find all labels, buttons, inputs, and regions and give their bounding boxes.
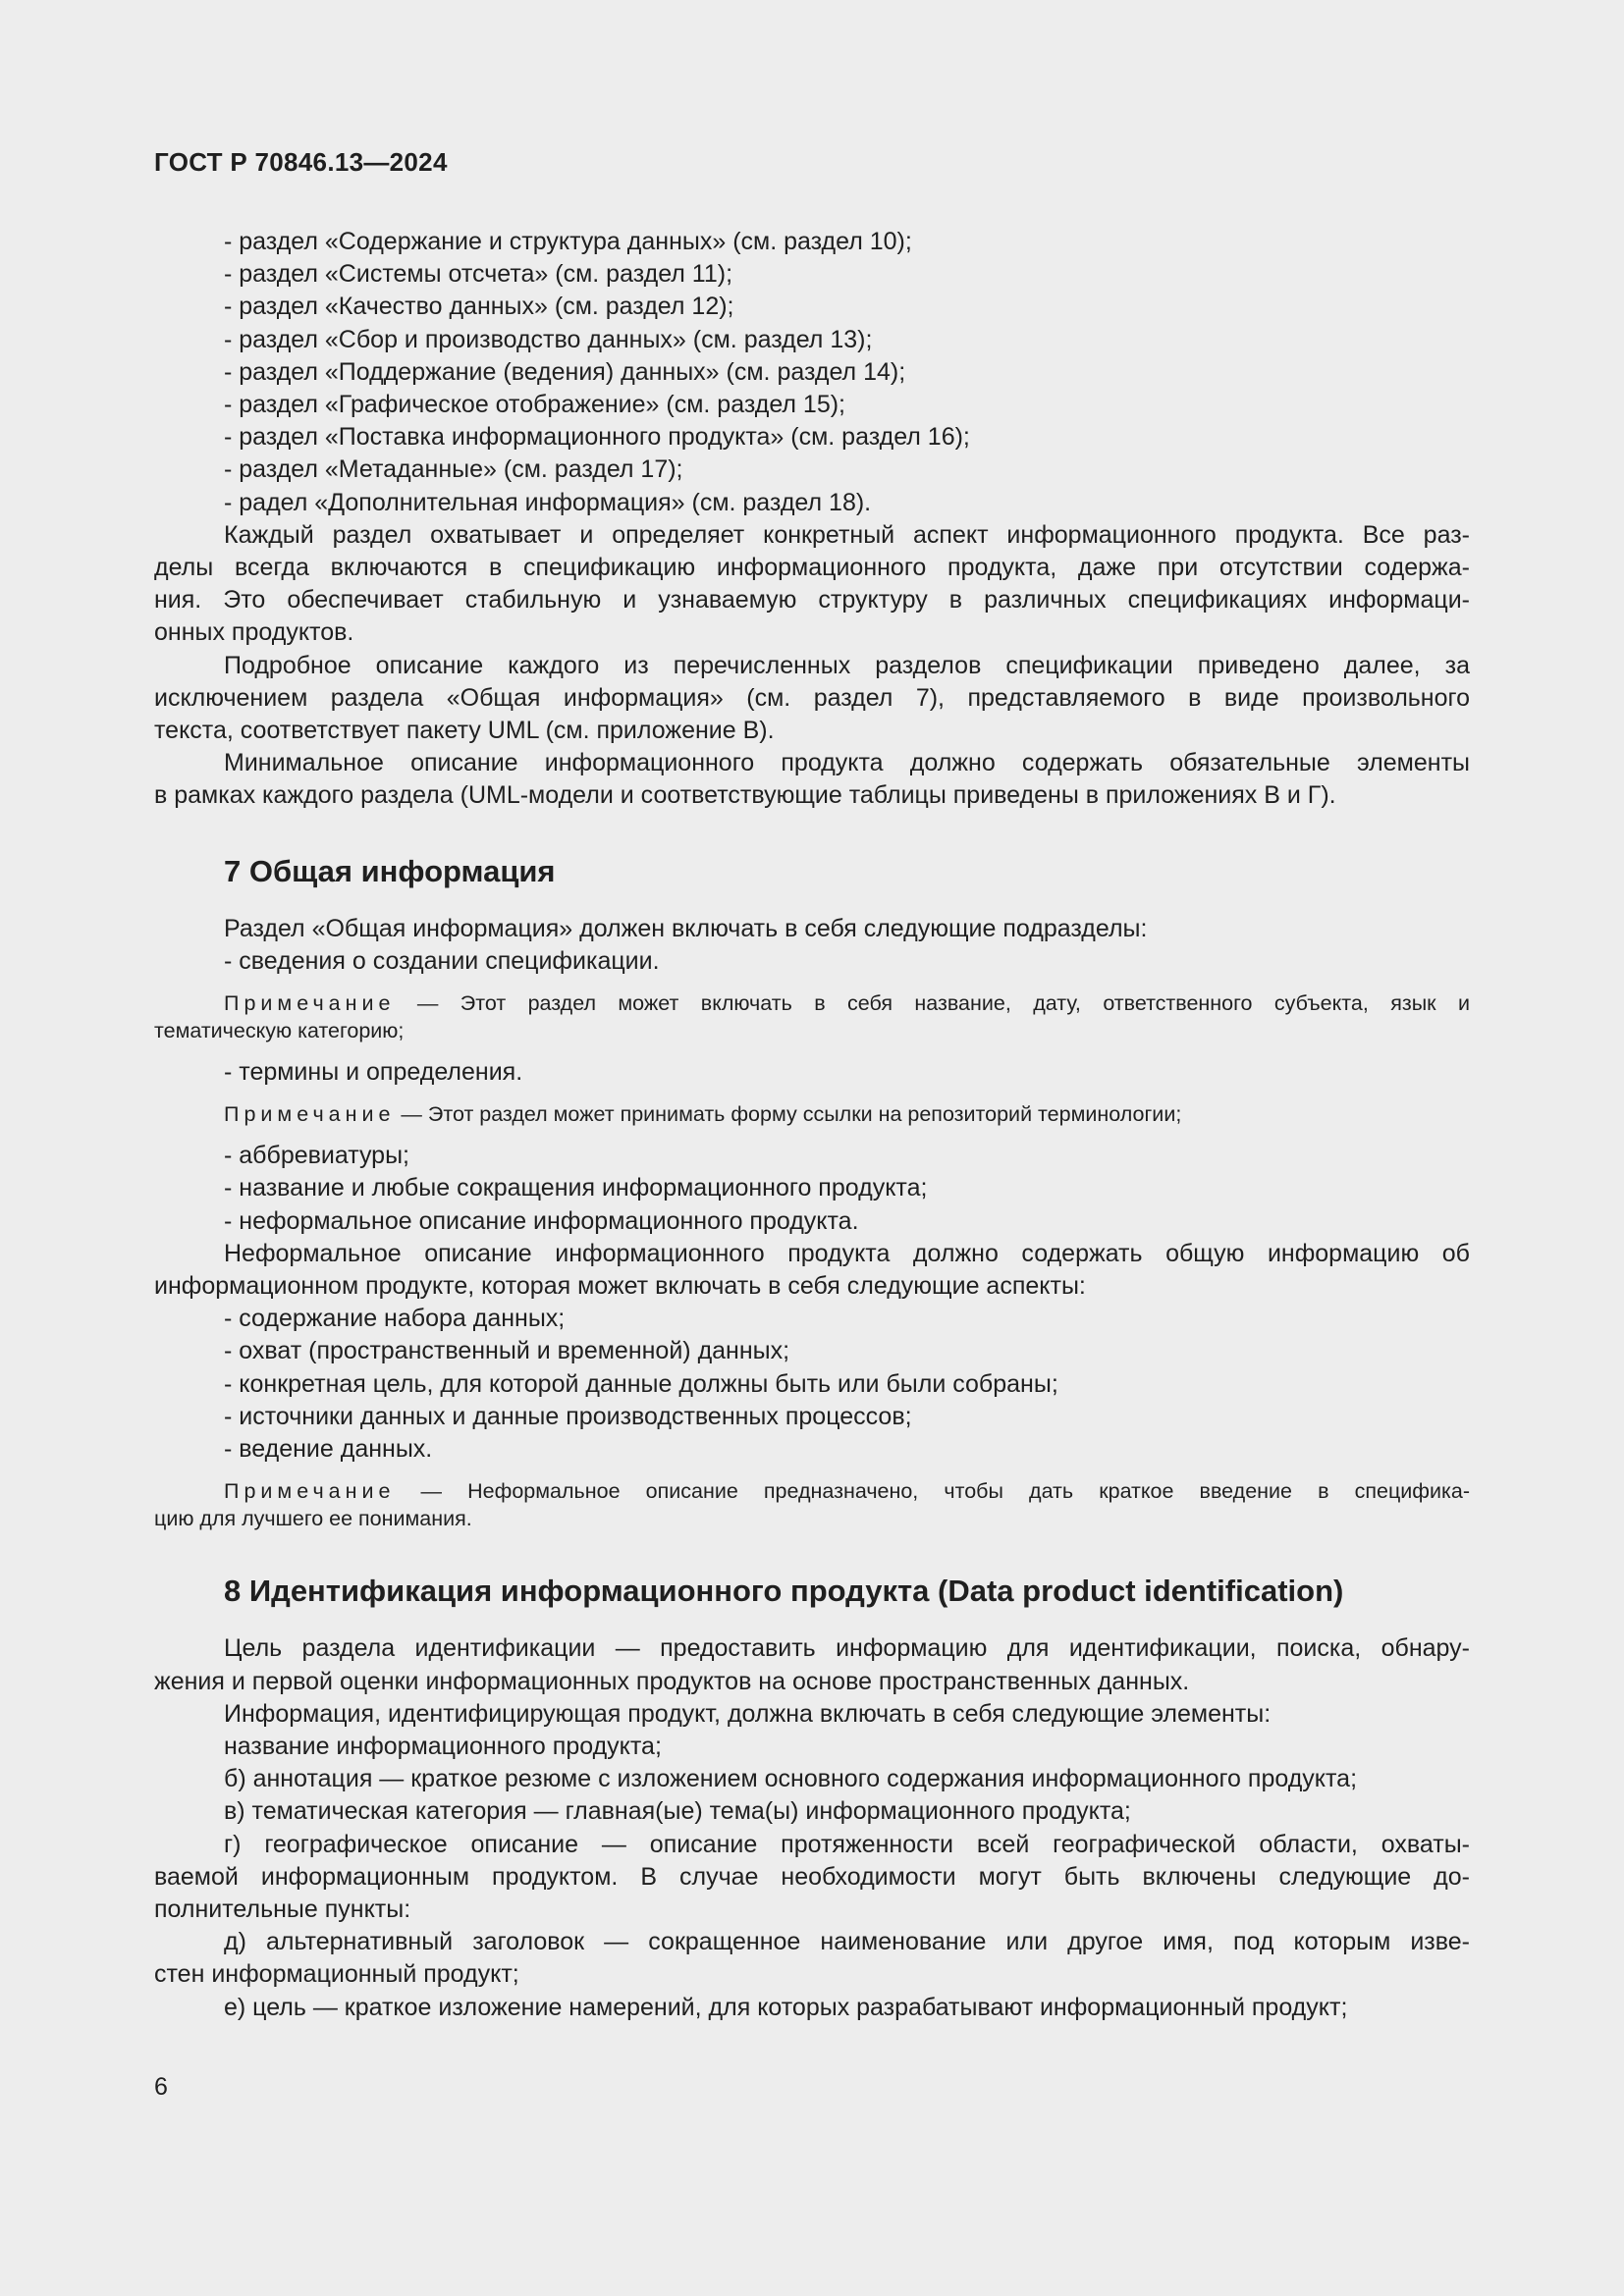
text-line: Цель раздела идентификации — предоставить информацию для идентификации, поиска, обнару- bbox=[224, 1634, 1470, 1663]
list-item: - раздел «Поддержание (ведения) данных» (см. раздел 14); bbox=[224, 357, 906, 386]
list-item: - ведение данных. bbox=[224, 1435, 433, 1464]
list-item: - содержание набора данных; bbox=[224, 1305, 566, 1333]
paragraph-each-section bbox=[154, 519, 1470, 650]
list-item: г) географическое описание — описание протяженности всей географической области, охваты- bbox=[224, 1830, 1470, 1858]
text-line: исключением раздела «Общая информация» (см. раздел 7), представляемого в виде произвольного bbox=[154, 683, 1470, 712]
note-text: тематическую категорию; bbox=[154, 1019, 405, 1043]
list-item: - источники данных и данные производственных процессов; bbox=[224, 1402, 912, 1430]
text-line: текста, соответствует пакету UML (см. приложение В). bbox=[154, 717, 775, 745]
list-item: - конкретная цель, для которой данные должны быть или были собраны; bbox=[224, 1369, 1058, 1398]
page-content bbox=[154, 226, 1470, 2024]
note-text: — Этот раздел может принимать форму ссылки на репозиторий терминологии; bbox=[395, 1102, 1182, 1127]
list-item: название информационного продукта; bbox=[224, 1732, 662, 1760]
text-line: Неформальное описание информационного продукта должно содержать общую информацию об bbox=[224, 1239, 1470, 1267]
section-heading: 8 Идентификация информационного продукта (Data product identification) bbox=[224, 1574, 1344, 1609]
list-item: - сведения о создании спецификации. bbox=[224, 946, 660, 975]
list-item: - раздел «Сбор и производство данных» (см. раздел 13); bbox=[224, 325, 873, 353]
text-line: Информация, идентифицирующая продукт, должна включать в себя следующие элементы: bbox=[224, 1699, 1272, 1728]
list-item: - раздел «Поставка информационного продукта» (см. раздел 16); bbox=[224, 423, 970, 452]
text-line: информационном продукте, которая может включать в себя следующие аспекты: bbox=[154, 1272, 1086, 1301]
list-item: - охват (пространственный и временной) данных; bbox=[224, 1337, 790, 1365]
page-number: 6 bbox=[154, 2073, 168, 2101]
list-item: в) тематическая категория — главная(ые) тема(ы) информационного продукта; bbox=[224, 1797, 1131, 1826]
paragraph-detailed bbox=[154, 650, 1470, 748]
text-line: делы всегда включаются в спецификацию информационного продукта, даже при отсутствии содержа- bbox=[154, 554, 1470, 582]
text-line: в рамках каждого раздела (UML-модели и соответствующие таблицы приведены в приложениях В и Г). bbox=[154, 781, 1336, 810]
section-intro: Раздел «Общая информация» должен включать в себя следующие подразделы: bbox=[224, 914, 1148, 942]
note-block bbox=[154, 1100, 1470, 1128]
list-item: - раздел «Графическое отображение» (см. раздел 15); bbox=[224, 391, 846, 419]
list-item: - название и любые сокращения информационного продукта; bbox=[224, 1174, 928, 1202]
text-line: жения и первой оценки информационных продуктов на основе пространственных данных. bbox=[154, 1667, 1190, 1695]
text-line: ния. Это обеспечивает стабильную и узнаваемую структуру в различных спецификациях информаци- bbox=[154, 586, 1470, 614]
note-text: — Неформальное описание предназначено, чтобы дать краткое введение в специфика- bbox=[395, 1479, 1470, 1504]
note-label: Примечание bbox=[224, 991, 396, 1016]
list-item: - раздел «Системы отсчета» (см. раздел 11); bbox=[224, 260, 733, 289]
paragraph-minimal bbox=[154, 747, 1470, 812]
note-label: Примечание bbox=[224, 1102, 396, 1127]
list-item: - неформальное описание информационного продукта. bbox=[224, 1206, 859, 1235]
list-item: - термины и определения. bbox=[224, 1058, 523, 1087]
standard-header: ГОСТ Р 70846.13—2024 bbox=[154, 147, 448, 177]
list-item: е) цель — краткое изложение намерений, для которых разрабатывают информационный продукт; bbox=[224, 1993, 1348, 2021]
section-list bbox=[154, 226, 1470, 519]
section-heading: 7 Общая информация bbox=[224, 853, 556, 888]
text-line: Каждый раздел охватывает и определяет конкретный аспект информационного продукта. Все раз- bbox=[224, 520, 1470, 549]
text-line: Минимальное описание информационного продукта должно содержать обязательные элементы bbox=[224, 749, 1470, 777]
note-block bbox=[154, 1477, 1470, 1532]
note-label: Примечание bbox=[224, 1479, 396, 1504]
list-item: - раздел «Качество данных» (см. раздел 12); bbox=[224, 293, 734, 321]
list-item: - раздел «Содержание и структура данных» (см. раздел 10); bbox=[224, 228, 912, 255]
text-line: ваемой информационным продуктом. В случае необходимости могут быть включены следующие до- bbox=[154, 1862, 1470, 1891]
note-text: цию для лучшего ее понимания. bbox=[154, 1507, 472, 1531]
text-line: Подробное описание каждого из перечисленных разделов спецификации приведено далее, за bbox=[224, 651, 1470, 679]
list-item: б) аннотация — краткое резюме с изложением основного содержания информационного продукта; bbox=[224, 1765, 1358, 1793]
note-block bbox=[154, 989, 1470, 1044]
list-item: - радел «Дополнительная информация» (см. раздел 18). bbox=[224, 488, 872, 516]
text-line: полнительные пункты: bbox=[154, 1895, 411, 1923]
text-line: онных продуктов. bbox=[154, 618, 354, 647]
text-line: стен информационный продукт; bbox=[154, 1960, 519, 1989]
list-item: - аббревиатуры; bbox=[224, 1142, 409, 1170]
list-item: д) альтернативный заголовок — сокращенное наименование или другое имя, под которым изве- bbox=[224, 1928, 1470, 1956]
note-text: — Этот раздел может включать в себя название, дату, ответственного субъекта, язык и bbox=[395, 991, 1470, 1016]
list-item: - раздел «Метаданные» (см. раздел 17); bbox=[224, 455, 683, 484]
